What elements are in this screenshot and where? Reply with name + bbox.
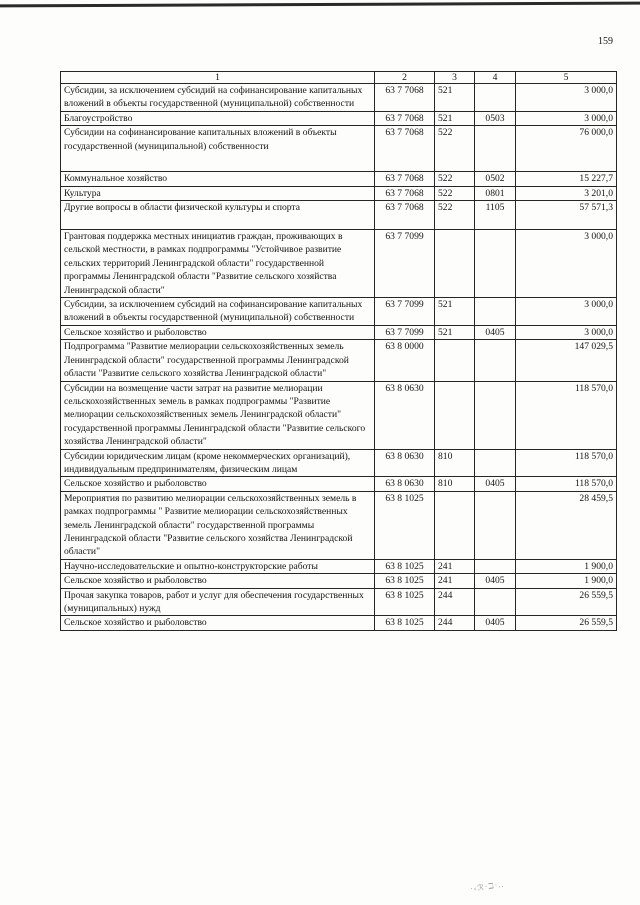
row-amount: 26 559,5 bbox=[516, 616, 617, 630]
row-target-code: 63 7 7068 bbox=[375, 201, 435, 230]
header-col-4: 4 bbox=[475, 72, 516, 84]
header-col-2: 2 bbox=[375, 72, 435, 84]
row-section-code: 0801 bbox=[475, 186, 516, 200]
row-expense-type: 521 bbox=[435, 111, 475, 125]
row-target-code: 63 8 1025 bbox=[375, 559, 435, 573]
row-target-code: 63 7 7099 bbox=[375, 298, 435, 326]
row-expense-type bbox=[435, 381, 475, 449]
row-target-code: 63 8 1025 bbox=[375, 588, 435, 616]
row-section-code: 0405 bbox=[475, 574, 516, 588]
row-amount: 118 570,0 bbox=[516, 381, 617, 449]
row-name: Сельское хозяйство и рыболовство bbox=[61, 616, 375, 630]
row-amount: 3 000,0 bbox=[516, 111, 617, 125]
row-section-code: 0405 bbox=[475, 616, 516, 630]
row-target-code: 63 8 0630 bbox=[375, 449, 435, 477]
row-expense-type: 521 bbox=[435, 325, 475, 339]
table-row bbox=[61, 588, 617, 616]
row-amount: 118 570,0 bbox=[516, 477, 617, 491]
page-number: 159 bbox=[598, 36, 613, 47]
row-name: Благоустройство bbox=[61, 111, 375, 125]
row-name: Подпрограмма "Развитие мелиорации сельскохозяйственных земель Ленинградской области" государственной программы Ленинградской области "Развитие сельского хозяйства Ленинградской области" bbox=[61, 340, 375, 381]
row-name: Другие вопросы в области физической культуры и спорта bbox=[61, 201, 375, 230]
row-section-code: 0405 bbox=[475, 325, 516, 339]
row-target-code: 63 7 7068 bbox=[375, 111, 435, 125]
table-row bbox=[61, 559, 617, 573]
row-name: Субсидии, за исключением субсидий на софинансирование капитальных вложений в объекты государственной (муниципальной) собственности bbox=[61, 84, 375, 112]
row-section-code bbox=[475, 559, 516, 573]
table-row bbox=[61, 616, 617, 630]
row-target-code: 63 8 0630 bbox=[375, 381, 435, 449]
table-row bbox=[61, 111, 617, 125]
row-target-code: 63 7 7068 bbox=[375, 126, 435, 172]
row-expense-type bbox=[435, 491, 475, 559]
row-expense-type: 810 bbox=[435, 449, 475, 477]
row-amount: 3 201,0 bbox=[516, 186, 617, 200]
row-name: Субсидии юридическим лицам (кроме некоммерческих организаций), индивидуальным предпринимателям, физическим лицам bbox=[61, 449, 375, 477]
row-amount: 3 000,0 bbox=[516, 84, 617, 112]
table-row bbox=[61, 340, 617, 381]
row-amount: 28 459,5 bbox=[516, 491, 617, 559]
row-amount: 26 559,5 bbox=[516, 588, 617, 616]
row-amount: 3 000,0 bbox=[516, 230, 617, 298]
row-expense-type: 244 bbox=[435, 616, 475, 630]
row-name: Грантовая поддержка местных инициатив граждан, проживающих в сельской местности, в рамках подпрограммы "Устойчивое развитие сельских территорий Ленинградской области" государственной программы Ленинградской области "Развитие сельского хозяйства Ленинградской области" bbox=[61, 230, 375, 298]
row-target-code: 63 8 0000 bbox=[375, 340, 435, 381]
row-expense-type bbox=[435, 340, 475, 381]
budget-table bbox=[60, 71, 617, 631]
row-section-code: 1105 bbox=[475, 201, 516, 230]
row-target-code: 63 8 1025 bbox=[375, 491, 435, 559]
table-row bbox=[61, 449, 617, 477]
row-section-code bbox=[475, 84, 516, 112]
row-section-code bbox=[475, 126, 516, 172]
table-row bbox=[61, 491, 617, 559]
row-name: Прочая закупка товаров, работ и услуг для обеспечения государственных (муниципальных) нужд bbox=[61, 588, 375, 616]
row-expense-type: 522 bbox=[435, 186, 475, 200]
row-expense-type: 241 bbox=[435, 559, 475, 573]
row-section-code bbox=[475, 449, 516, 477]
row-target-code: 63 8 1025 bbox=[375, 574, 435, 588]
row-amount: 3 000,0 bbox=[516, 325, 617, 339]
row-expense-type: 241 bbox=[435, 574, 475, 588]
row-expense-type bbox=[435, 230, 475, 298]
table-row bbox=[61, 201, 617, 230]
faint-stamp-mark: ·‹ℛ·ℶ·.. bbox=[469, 879, 505, 894]
row-name: Научно-исследовательские и опытно-конструкторские работы bbox=[61, 559, 375, 573]
row-name: Коммунальное хозяйство bbox=[61, 172, 375, 186]
row-amount: 147 029,5 bbox=[516, 340, 617, 381]
table-row bbox=[61, 325, 617, 339]
row-expense-type: 522 bbox=[435, 201, 475, 230]
top-border-line bbox=[0, 2, 640, 8]
table-row bbox=[61, 298, 617, 326]
row-section-code bbox=[475, 588, 516, 616]
table-row bbox=[61, 381, 617, 449]
table-row bbox=[61, 172, 617, 186]
row-name: Субсидии на софинансирование капитальных вложений в объекты государственной (муниципальной) собственности bbox=[61, 126, 375, 172]
row-target-code: 63 8 1025 bbox=[375, 616, 435, 630]
row-expense-type: 521 bbox=[435, 84, 475, 112]
row-target-code: 63 8 0630 bbox=[375, 477, 435, 491]
row-section-code bbox=[475, 340, 516, 381]
row-expense-type: 522 bbox=[435, 172, 475, 186]
row-target-code: 63 7 7068 bbox=[375, 186, 435, 200]
row-target-code: 63 7 7068 bbox=[375, 84, 435, 112]
row-section-code: 0502 bbox=[475, 172, 516, 186]
row-section-code bbox=[475, 381, 516, 449]
table-row bbox=[61, 230, 617, 298]
row-expense-type: 810 bbox=[435, 477, 475, 491]
row-name: Культура bbox=[61, 186, 375, 200]
row-target-code: 63 7 7099 bbox=[375, 230, 435, 298]
row-amount: 15 227,7 bbox=[516, 172, 617, 186]
row-target-code: 63 7 7068 bbox=[375, 172, 435, 186]
row-name: Сельское хозяйство и рыболовство bbox=[61, 325, 375, 339]
row-name: Субсидии, за исключением субсидий на софинансирование капитальных вложений в объекты государственной (муниципальной) собственности bbox=[61, 298, 375, 326]
table-row bbox=[61, 126, 617, 172]
header-col-3: 3 bbox=[435, 72, 475, 84]
row-expense-type: 522 bbox=[435, 126, 475, 172]
row-section-code bbox=[475, 491, 516, 559]
row-section-code: 0503 bbox=[475, 111, 516, 125]
row-amount: 118 570,0 bbox=[516, 449, 617, 477]
row-name: Мероприятия по развитию мелиорации сельскохозяйственных земель в рамках подпрограммы " Развитие мелиорации сельскохозяйственных земель Ленинградской области" государственной программы Ленинградской области "Развитие сельского хозяйства Ленинградской области" bbox=[61, 491, 375, 559]
row-amount: 76 000,0 bbox=[516, 126, 617, 172]
row-target-code: 63 7 7099 bbox=[375, 325, 435, 339]
row-amount: 3 000,0 bbox=[516, 298, 617, 326]
row-expense-type: 244 bbox=[435, 588, 475, 616]
row-amount: 1 900,0 bbox=[516, 574, 617, 588]
row-name: Субсидии на возмещение части затрат на развитие мелиорации сельскохозяйственных земель в рамках подпрограммы "Развитие мелиорации сельскохозяйственных земель Ленинградской области" государственной программы Ленинградской области "Развитие сельского хозяйства Ленинградской области" bbox=[61, 381, 375, 449]
table-row bbox=[61, 574, 617, 588]
row-section-code bbox=[475, 298, 516, 326]
row-name: Сельское хозяйство и рыболовство bbox=[61, 477, 375, 491]
row-amount: 1 900,0 bbox=[516, 559, 617, 573]
header-col-5: 5 bbox=[516, 72, 617, 84]
row-name: Сельское хозяйство и рыболовство bbox=[61, 574, 375, 588]
row-section-code bbox=[475, 230, 516, 298]
row-expense-type: 521 bbox=[435, 298, 475, 326]
row-section-code: 0405 bbox=[475, 477, 516, 491]
table-row bbox=[61, 84, 617, 112]
table-header-row bbox=[61, 72, 617, 84]
header-col-1: 1 bbox=[61, 72, 375, 84]
table-row bbox=[61, 477, 617, 491]
row-amount: 57 571,3 bbox=[516, 201, 617, 230]
table-row bbox=[61, 186, 617, 200]
